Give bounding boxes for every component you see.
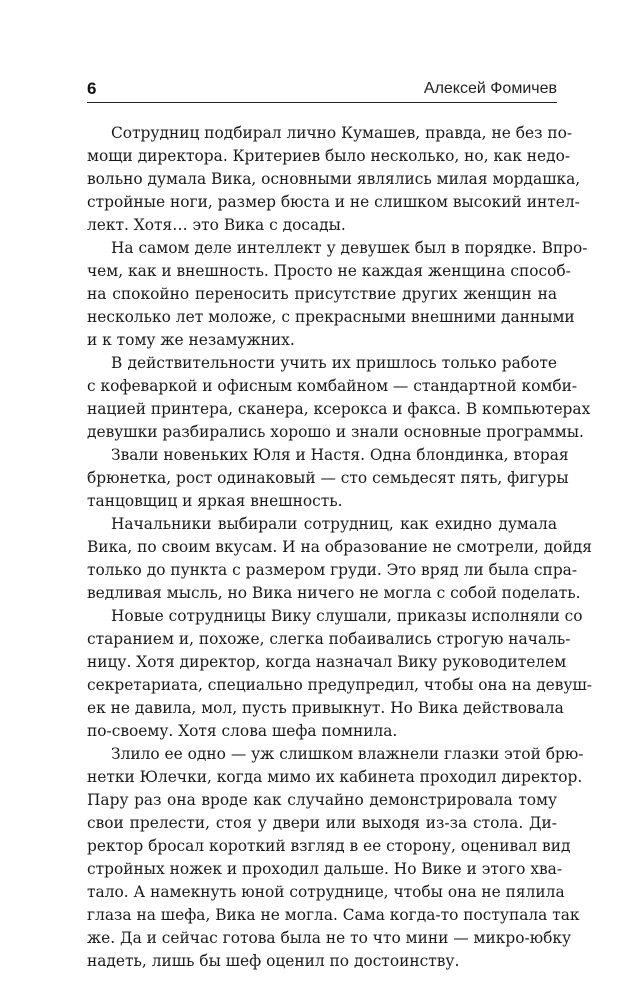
text-line: Пару раз она вроде как случайно демонстрировала тому [87, 791, 557, 809]
author-running-head: Алексей Фомичев [423, 80, 557, 97]
text-line: Злило ее одно — уж слишком влажнели глазки этой брю- [111, 745, 584, 763]
paragraph [87, 743, 584, 973]
text-line: свои прелести, стоя у двери или выходя из-за стола. Ди- [87, 814, 557, 832]
paragraph [87, 513, 592, 605]
text-line: глаза на шефа, Вика не могла. Сама когда-то поступала так [87, 906, 580, 924]
text-line: стройных ножек и проходил дальше. Но Вике и этого хва- [87, 860, 563, 878]
page-number: 6 [87, 79, 97, 98]
text-line: На самом деле интеллект у девушек был в порядке. Впро- [111, 239, 588, 257]
page-header [87, 78, 557, 103]
paragraph [87, 237, 588, 352]
text-line: с кофеваркой и офисным комбайном — стандартной комби- [87, 377, 578, 395]
text-line: ректор бросал короткий взгляд в ее сторону, оценивал вид [87, 837, 571, 855]
text-line: девушки разбирались хорошо и знали основные программы. [87, 423, 584, 441]
text-line: тало. А намекнуть юной сотруднице, чтобы она не пялила [87, 883, 565, 901]
text-line: брюнетка, рост одинаковый — сто семьдесят пять, фигуры [87, 469, 569, 487]
text-line: и к тому же незамужних. [87, 331, 295, 349]
paragraph [87, 122, 581, 237]
text-line: ведливая мысль, но Вика ничего не могла с собой поделать. [87, 584, 581, 602]
text-line: старанием и, похоже, слегка побаивались строгую началь- [87, 630, 571, 648]
text-line: же. Да и сейчас готова была не то что мини — микро-юбку [87, 929, 572, 947]
text-line: Вика, по своим вкусам. И на образование не смотрели, дойдя [87, 538, 592, 556]
text-line: Звали новеньких Юля и Настя. Одна блондинка, вторая [111, 446, 569, 464]
paragraph [87, 352, 591, 444]
text-line: лект. Хотя… это Вика с досады. [87, 216, 346, 234]
text-line: ек не давила, мол, пусть привыкнут. Но Вика действовала [87, 699, 564, 717]
body-text [87, 122, 593, 973]
text-line: секретариата, специально предупредил, чтобы она на девуш- [87, 676, 593, 694]
text-line: Сотрудниц подбирал лично Кумашев, правда, не без по- [111, 124, 573, 142]
text-line: танцовщиц и яркая внешность. [87, 492, 343, 510]
text-line: надеть, лишь бы шеф оценил по достоинству. [87, 952, 460, 970]
paragraph [87, 605, 593, 743]
text-line: на спокойно переносить присутствие других женщин на [87, 285, 557, 303]
text-line: ницу. Хотя директор, когда назначал Вику руководителем [87, 653, 567, 671]
text-line: несколько лет моложе, с прекрасными внешними данными [87, 308, 575, 326]
text-line: вольно думала Вика, основными являлись милая мордашка, [87, 170, 581, 188]
text-line: нетки Юлечки, когда мимо их кабинета проходил директор. [87, 768, 583, 786]
text-line: чем, как и внешность. Просто не каждая женщина способ- [87, 262, 571, 280]
text-line: нацией принтера, сканера, ксерокса и факса. В компьютерах [87, 400, 591, 418]
text-line: только до пункта с размером груди. Это вряд ли была спра- [87, 561, 578, 579]
text-line: В действительности учить их пришлось только работе [111, 354, 557, 372]
text-line: стройные ноги, размер бюста и не слишком высокий интел- [87, 193, 580, 211]
text-line: мощи директора. Критериев было несколько, но, как недо- [87, 147, 571, 165]
text-line: Новые сотрудницы Вику слушали, приказы исполняли со [111, 607, 583, 625]
text-line: по-своему. Хотя слова шефа помнила. [87, 722, 398, 740]
text-line: Начальники выбирали сотрудниц, как ехидно думала [111, 515, 557, 533]
paragraph [87, 444, 569, 513]
